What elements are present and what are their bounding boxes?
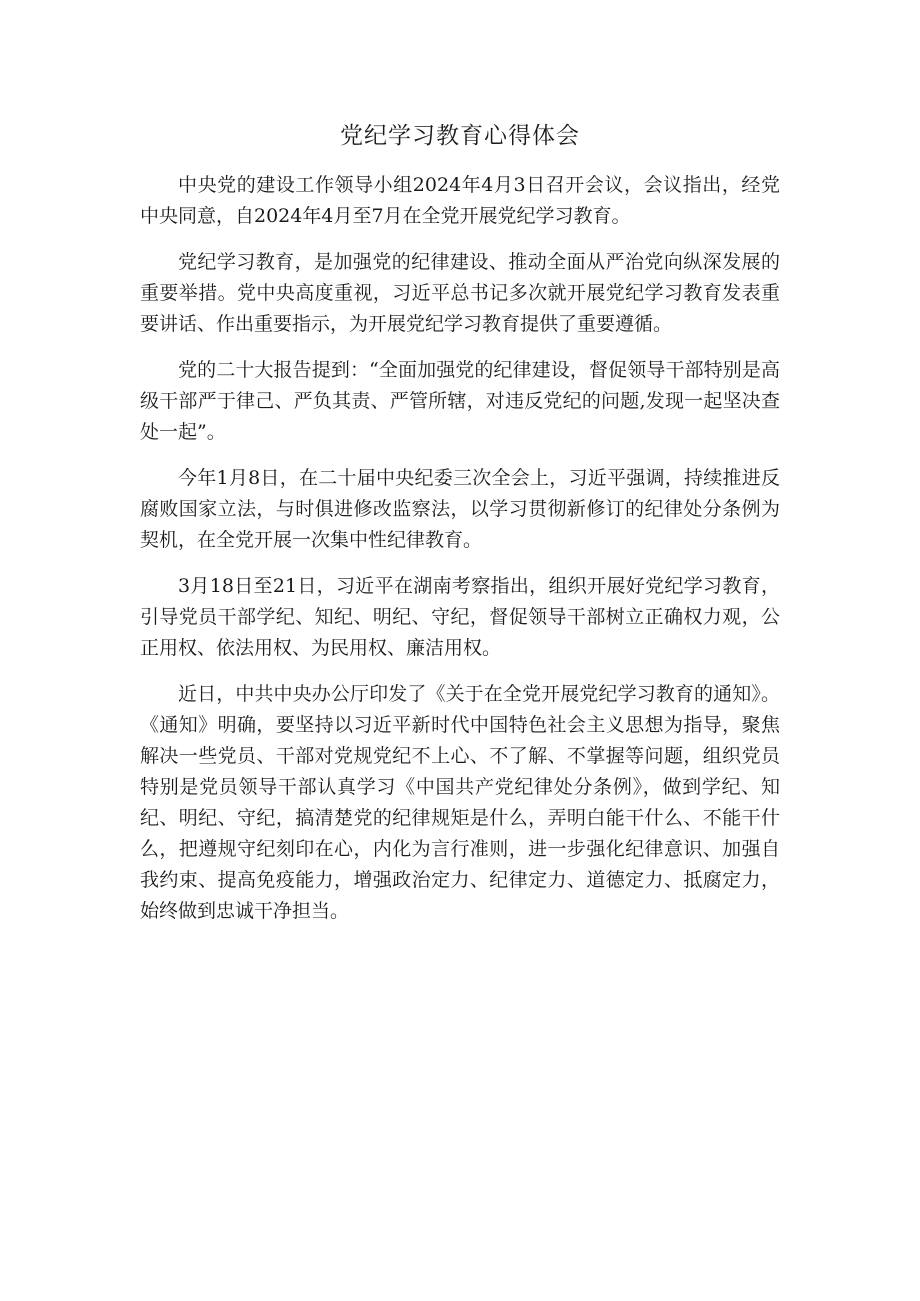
paragraph: 近日，中共中央办公厅印发了《关于在全党开展党纪学习教育的通知》。《通知》明确，要坚持以习近平新时代中国特色社会主义思想为指导，聚焦解决一些党员、干部对党规党纪不上心、不了解、不掌握等问题，组织党员特别是党员领导干部认真学习《中国共产党纪律处分条例》，做到学纪、知纪、明纪、守纪，搞清楚党的纪律规矩是什么，弄明白能干什么、不能干什么，把遵规守纪刻印在心，内化为言行准则，进一步强化纪律意识、加强自我约束、提高免疫能力，增强政治定力、纪律定力、道德定力、抵腐定力，始终做到忠诚干净担当。 [140, 683, 780, 922]
document-body [140, 170, 780, 942]
paragraph: 今年1月8日，在二十届中央纪委三次全会上，习近平强调，持续推进反腐败国家立法，与时俱进修改监察法，以学习贯彻新修订的纪律处分条例为契机，在全党开展一次集中性纪律教育。 [140, 467, 780, 551]
paragraph: 3月18日至21日，习近平在湖南考察指出，组织开展好党纪学习教育，引导党员干部学纪、知纪、明纪、守纪，督促领导干部树立正确权力观，公正用权、依法用权、为民用权、廉洁用权。 [140, 575, 780, 659]
paragraph: 党的二十大报告提到：“全面加强党的纪律建设，督促领导干部特别是高级干部严于律己、严负其责、严管所辖，对违反党纪的问题,发现一起坚决查处一起”。 [140, 359, 780, 443]
document-title: 党纪学习教育心得体会 [340, 123, 580, 149]
paragraph: 党纪学习教育，是加强党的纪律建设、推动全面从严治党向纵深发展的重要举措。党中央高度重视，习近平总书记多次就开展党纪学习教育发表重要讲话、作出重要指示，为开展党纪学习教育提供了重要遵循。 [140, 251, 780, 335]
paragraph: 中央党的建设工作领导小组2024年4月3日召开会议，会议指出，经党中央同意，自2024年4月至7月在全党开展党纪学习教育。 [140, 174, 780, 227]
